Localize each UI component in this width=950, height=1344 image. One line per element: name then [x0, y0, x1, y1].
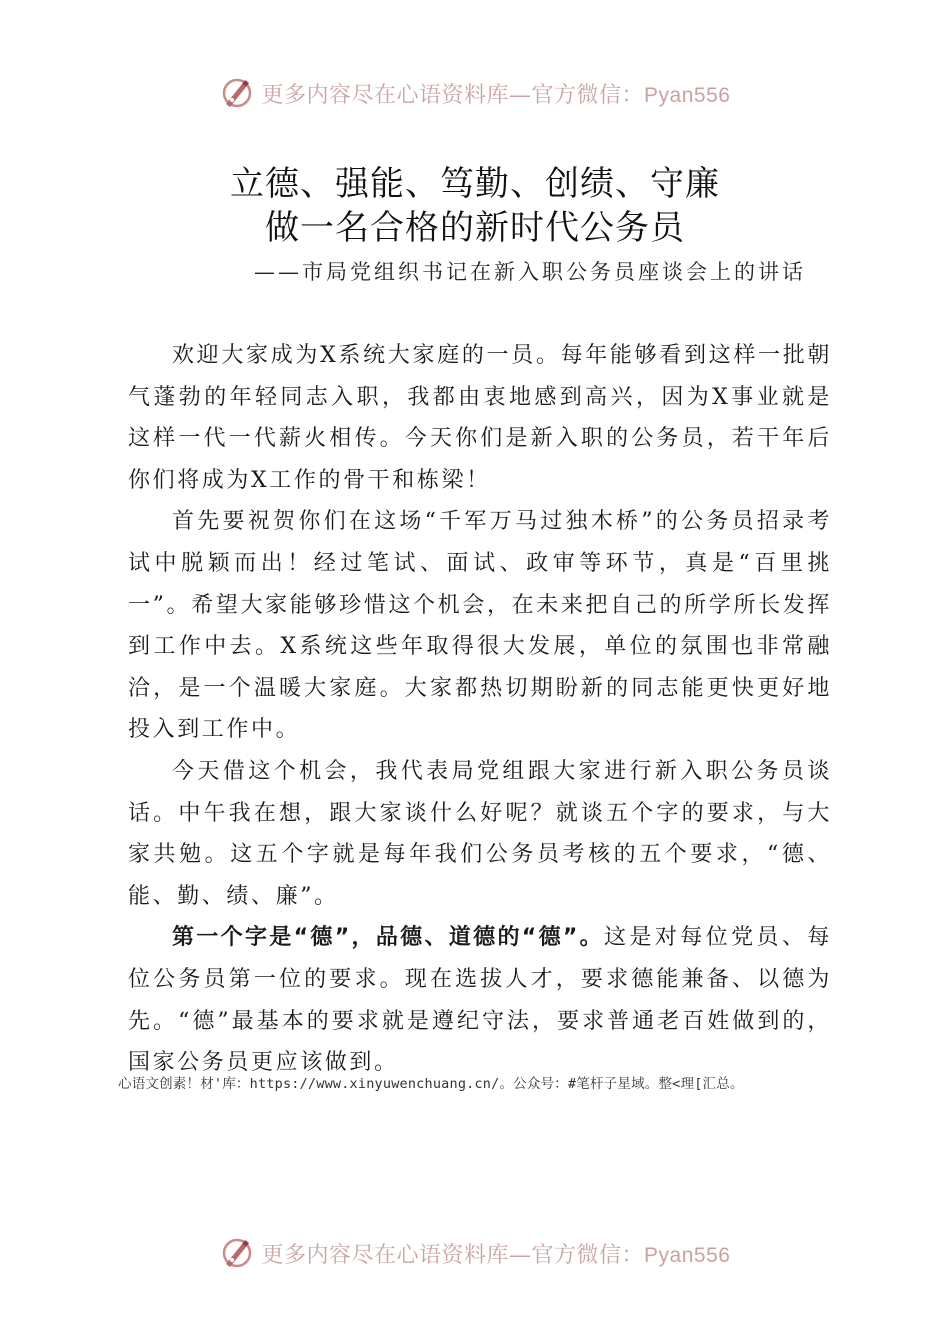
title-line-2: 做一名合格的新时代公务员 — [265, 208, 685, 248]
paragraph-3: 今天借这个机会，我代表局党组跟大家进行新入职公务员谈话。中午我在想，跟大家谈什么好呢？就谈五个字的要求，与大家共勉。这五个字就是每年我们公务员考核的五个要求，“德、能、勤、绩、廉”。 — [128, 758, 832, 909]
watermark-text: 更多内容尽在心语资料库—官方微信：Pyan556 — [261, 1242, 731, 1268]
paragraph-2: 首先要祝贺你们在这场“千军万马过独木桥”的公务员招录考试中脱颖而出！经过笔试、面试、政审等环节，真是“百里挑一”。希望大家能够珍惜这个机会，在未来把自己的所学所长发挥到工作中去。X系统这些年取得很大发展，单位的氛围也非常融洽，是一个温暖大家庭。大家都热切期盼新的同志能更快更好地投入到工作中。 — [128, 509, 832, 743]
paragraph-4-text: 这是对每位党员、每位公务员第一位的要求。现在选拔人才，要求德能兼备、以德为先。“德”最基本的要求就是遵纪守法，要求普通老百姓做到的，国家公务员更应该做到。 — [128, 925, 832, 1076]
paragraph-4-heading: 第一个字是“德”，品德、道德的“德”。 — [172, 925, 604, 951]
document-title-block — [0, 162, 950, 288]
paragraph-4 — [128, 917, 832, 1083]
footer-source-note: 心语文创素！材'库：https://www.xinyuwenchuang.cn/。公众号：#笔杆子星域。整<理[汇总。 — [118, 1076, 744, 1092]
pen-logo-icon — [220, 1236, 254, 1270]
watermark-text: 更多内容尽在心语资料库—官方微信：Pyan556 — [261, 82, 731, 108]
document-body — [128, 335, 832, 1084]
watermark-header — [0, 76, 950, 110]
pen-logo-icon — [220, 76, 254, 110]
document-subtitle: ——市局党组织书记在新入职公务员座谈会上的讲话 — [254, 260, 806, 284]
watermark-footer — [0, 1236, 950, 1270]
title-line-1: 立德、强能、笃勤、创绩、守廉 — [230, 164, 720, 204]
paragraph-1: 欢迎大家成为X系统大家庭的一员。每年能够看到这样一批朝气蓬勃的年轻同志入职，我都由衷地感到高兴，因为X事业就是这样一代一代薪火相传。今天你们是新入职的公务员，若干年后你们将成为X工作的骨干和栋梁！ — [128, 343, 832, 493]
